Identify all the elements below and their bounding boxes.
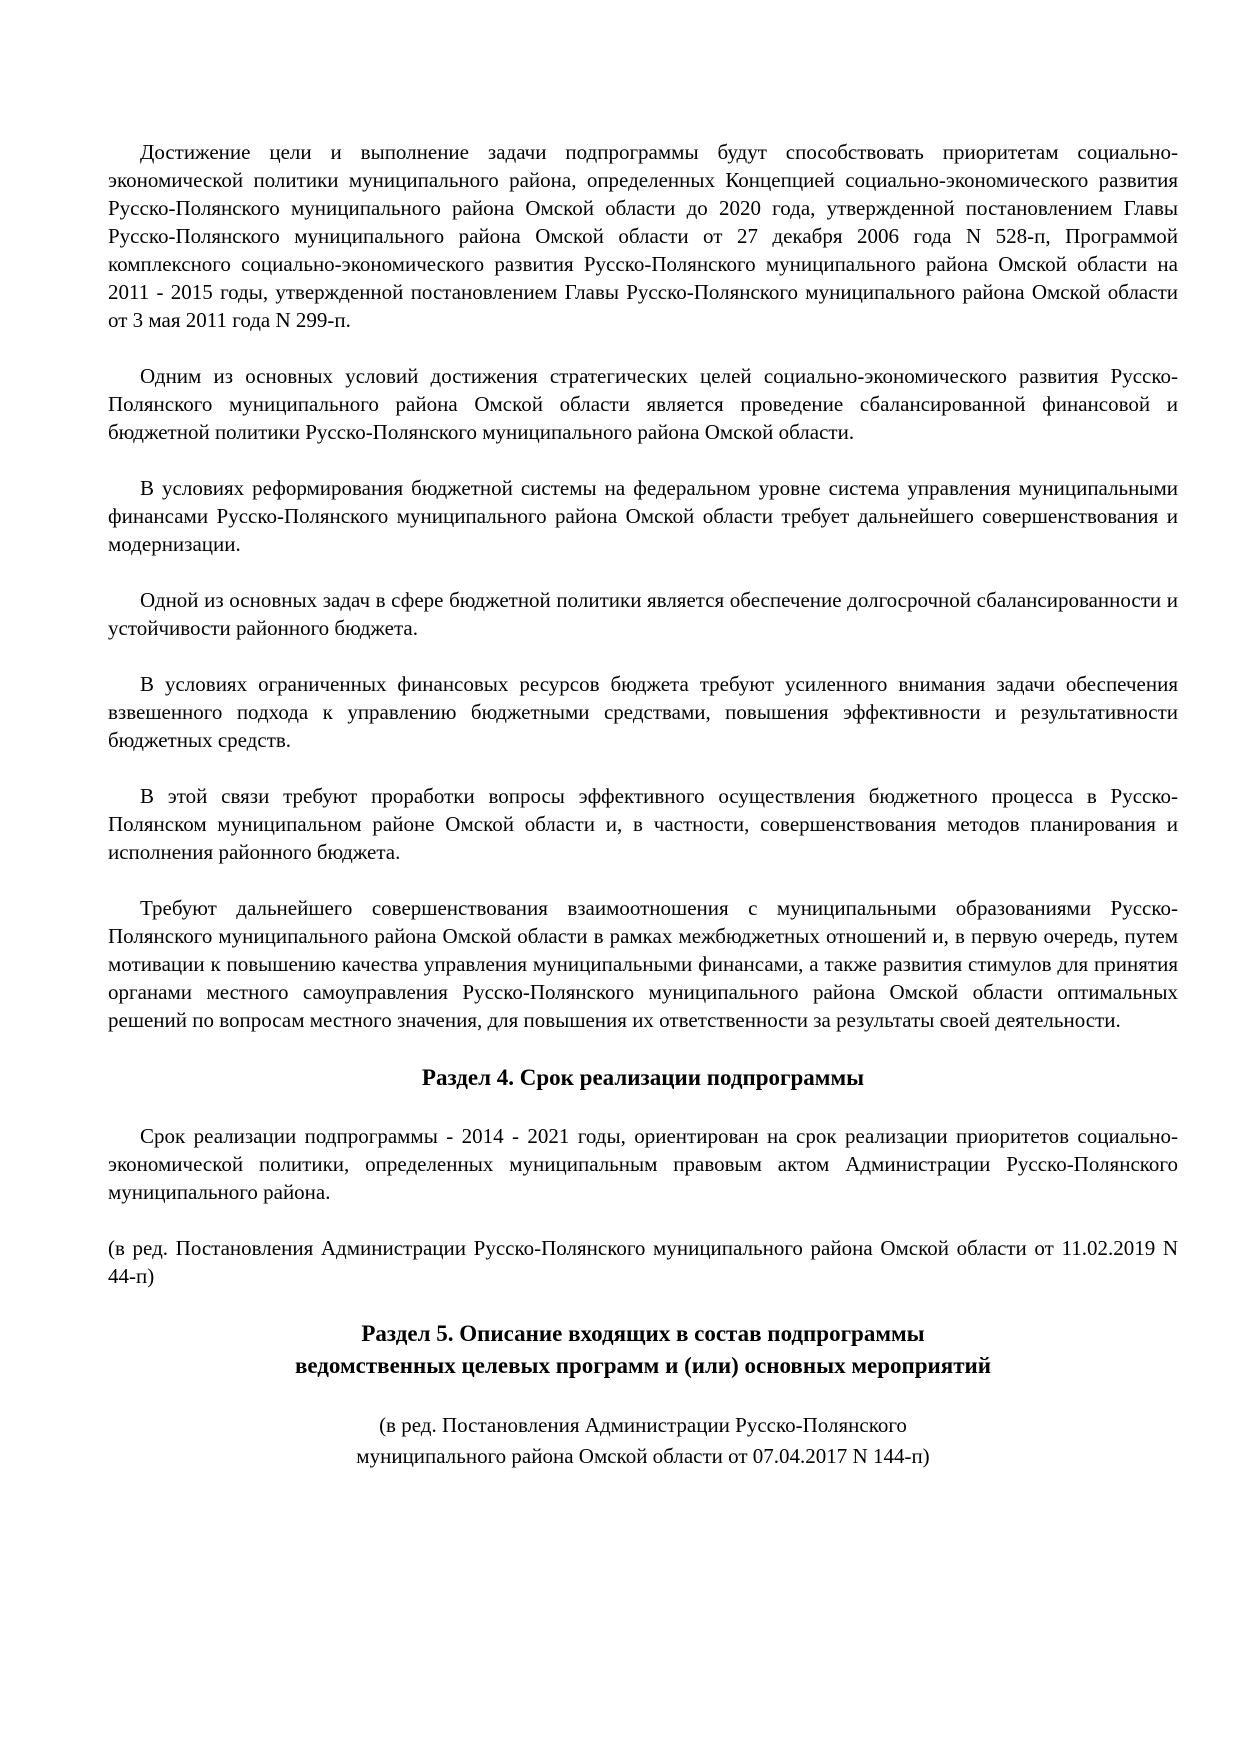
paragraph-limited-resources: В условиях ограниченных финансовых ресурсов бюджета требуют усиленного внимания задачи обеспечения взвешенного подхода к управлению бюджетными средствами, повышения эффективности и результативности бюджетных средств.: [108, 672, 1178, 752]
section-5-heading: [108, 1318, 1178, 1382]
paragraph-budget-process: В этой связи требуют проработки вопросы эффективного осуществления бюджетного процесса в Русско-Полянском муниципальном районе Омской области и, в частности, совершенствования методов планирования и исполнения районного бюджета.: [108, 784, 1178, 864]
section-4-amendment-note: (в ред. Постановления Администрации Русско-Полянского муниципального района Омской области от 11.02.2019 N 44-п): [108, 1236, 1178, 1288]
section-5-heading-line-1: Раздел 5. Описание входящих в состав подпрограммы: [361, 1321, 925, 1346]
section-5-amendment-note: [108, 1410, 1178, 1472]
section-4-heading: Раздел 4. Срок реализации подпрограммы: [421, 1065, 865, 1090]
section-5-amendment-line-2: муниципального района Омской области от 07.04.2017 N 144-п): [356, 1444, 930, 1468]
paragraph-intermunicipal-relations: Требуют дальнейшего совершенствования взаимоотношения с муниципальными образованиями Русско-Полянского муниципального района Омской области в рамках межбюджетных отношений и, в первую очередь, путем мотивации к повышению качества управления муниципальными финансами, а также развития стимулов для принятия органами местного самоуправления Русско-Полянского муниципального района Омской области оптимальных решений по вопросам местного значения, для повышения их ответственности за результаты своей деятельности.: [108, 896, 1178, 1032]
section-5-heading-line-2: ведомственных целевых программ и (или) основных мероприятий: [294, 1353, 992, 1378]
paragraph-implementation-period: Срок реализации подпрограммы - 2014 - 2021 годы, ориентирован на срок реализации приоритетов социально-экономической политики, определенных муниципальным правовым актом Администрации Русско-Полянского муниципального района.: [108, 1124, 1178, 1204]
section-5-amendment-line-1: (в ред. Постановления Администрации Русско-Полянского: [379, 1413, 907, 1437]
paragraph-budget-reform: В условиях реформирования бюджетной системы на федеральном уровне система управления муниципальными финансами Русско-Полянского муниципального района Омской области требует дальнейшего совершенствования и модернизации.: [108, 476, 1178, 556]
paragraph-main-task: Одной из основных задач в сфере бюджетной политики является обеспечение долгосрочной сбалансированности и устойчивости районного бюджета.: [108, 588, 1178, 640]
paragraph-strategic-conditions: Одним из основных условий достижения стратегических целей социально-экономического развития Русско-Полянского муниципального района Омской области является проведение сбалансированной финансовой и бюджетной политики Русско-Полянского муниципального района Омской области.: [108, 364, 1178, 444]
paragraph-goal-achievement: Достижение цели и выполнение задачи подпрограммы будут способствовать приоритетам социально-экономической политики муниципального района, определенных Концепцией социально-экономического развития Русско-Полянского муниципального района Омской области до 2020 года, утвержденной постановлением Главы Русско-Полянского муниципального района Омской области от 27 декабря 2006 года N 528-п, Программой комплексного социально-экономического развития Русско-Полянского муниципального района Омской области на 2011 - 2015 годы, утвержденной постановлением Главы Русско-Полянского муниципального района Омской области от 3 мая 2011 года N 299-п.: [108, 140, 1178, 332]
